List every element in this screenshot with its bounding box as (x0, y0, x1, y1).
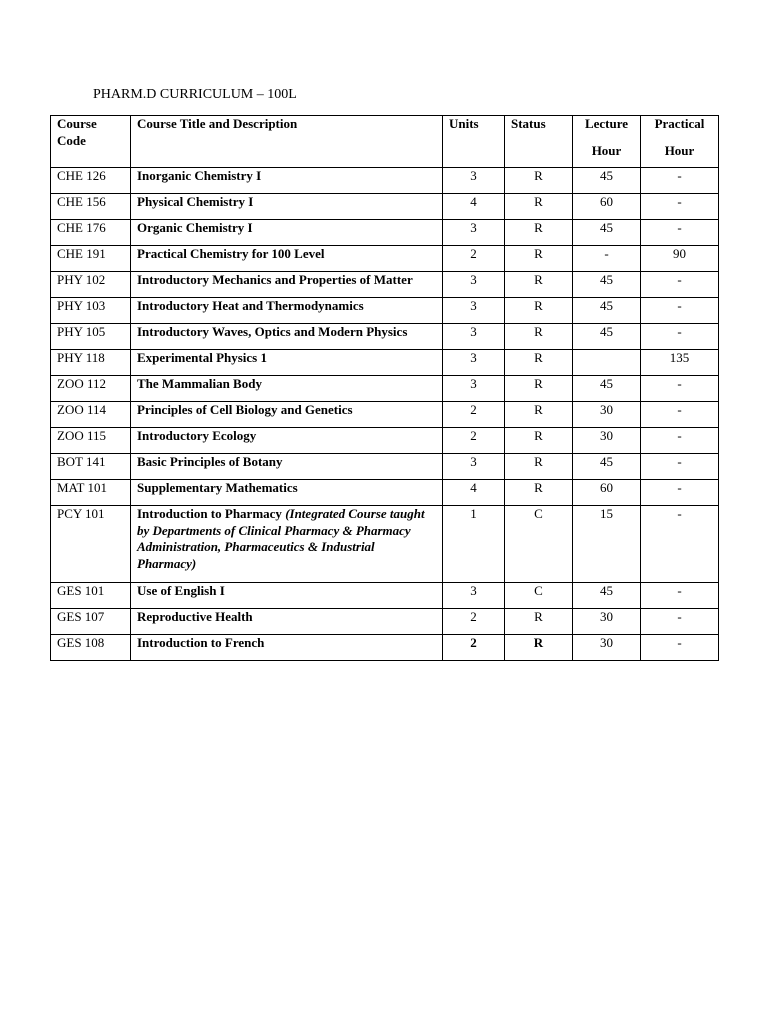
course-code-cell: BOT 141 (51, 454, 131, 480)
status-cell: R (505, 376, 573, 402)
status-cell: R (505, 402, 573, 428)
lecture-hour-cell: 45 (573, 376, 641, 402)
practical-hour-cell: - (641, 609, 719, 635)
table-row (51, 480, 719, 506)
table-header-row (51, 116, 719, 168)
units-cell: 2 (443, 609, 505, 635)
course-title-text: Experimental Physics 1 (137, 350, 267, 365)
course-title-cell (131, 272, 443, 298)
course-code-cell: GES 107 (51, 609, 131, 635)
course-code-cell: GES 101 (51, 583, 131, 609)
course-code-cell: PCY 101 (51, 506, 131, 583)
units-cell: 3 (443, 298, 505, 324)
units-cell: 2 (443, 246, 505, 272)
lecture-hour-cell: 30 (573, 609, 641, 635)
status-cell: R (505, 454, 573, 480)
course-title-cell (131, 194, 443, 220)
status-cell: R (505, 298, 573, 324)
lecture-hour-cell: 45 (573, 324, 641, 350)
lecture-hour-cell: 30 (573, 428, 641, 454)
table-row (51, 454, 719, 480)
course-code-cell: GES 108 (51, 635, 131, 661)
units-cell: 3 (443, 324, 505, 350)
lecture-hour-cell: 45 (573, 220, 641, 246)
header-practical-hour (641, 116, 719, 168)
course-code-cell: CHE 126 (51, 168, 131, 194)
course-title-cell (131, 428, 443, 454)
units-cell: 2 (443, 402, 505, 428)
header-lecture-hour (573, 116, 641, 168)
table-row (51, 194, 719, 220)
practical-hour-cell: - (641, 376, 719, 402)
course-title-cell (131, 298, 443, 324)
lecture-hour-cell: - (573, 246, 641, 272)
status-cell: C (505, 583, 573, 609)
practical-hour-cell: - (641, 168, 719, 194)
practical-hour-cell: - (641, 635, 719, 661)
lecture-hour-cell: 60 (573, 194, 641, 220)
table-row (51, 506, 719, 583)
course-code-cell: ZOO 114 (51, 402, 131, 428)
units-cell: 4 (443, 194, 505, 220)
status-cell: R (505, 350, 573, 376)
course-title-text: Introductory Waves, Optics and Modern Physics (137, 324, 408, 339)
status-cell: R (505, 428, 573, 454)
course-title-text: Principles of Cell Biology and Genetics (137, 402, 353, 417)
units-cell: 2 (443, 635, 505, 661)
practical-hour-cell: 90 (641, 246, 719, 272)
practical-hour-cell: - (641, 220, 719, 246)
lecture-hour-cell: 45 (573, 168, 641, 194)
course-title-text: Introductory Mechanics and Properties of Matter (137, 272, 413, 287)
course-title-text: Organic Chemistry I (137, 220, 253, 235)
course-title-cell (131, 324, 443, 350)
lecture-hour-cell: 45 (573, 583, 641, 609)
table-row (51, 350, 719, 376)
header-lecture-line1: Lecture (584, 116, 629, 131)
course-title-text: Reproductive Health (137, 609, 253, 624)
units-cell: 3 (443, 583, 505, 609)
course-title-text: Inorganic Chemistry I (137, 168, 262, 183)
table-row (51, 428, 719, 454)
units-cell: 3 (443, 220, 505, 246)
practical-hour-cell: - (641, 402, 719, 428)
course-title-cell (131, 609, 443, 635)
practical-hour-cell: - (641, 506, 719, 583)
page-title: PHARM.D CURRICULUM – 100L (93, 87, 297, 102)
course-title-cell (131, 350, 443, 376)
course-title-cell (131, 246, 443, 272)
table-row (51, 376, 719, 402)
header-units: Units (443, 116, 505, 168)
lecture-hour-cell: 45 (573, 454, 641, 480)
practical-hour-cell: - (641, 428, 719, 454)
status-cell: R (505, 609, 573, 635)
practical-hour-cell: - (641, 324, 719, 350)
course-code-cell: PHY 105 (51, 324, 131, 350)
header-code-line2: Code (57, 132, 86, 148)
table-row (51, 635, 719, 661)
practical-hour-cell: - (641, 272, 719, 298)
status-cell: R (505, 246, 573, 272)
lecture-hour-cell: 30 (573, 402, 641, 428)
course-title-text: Supplementary Mathematics (137, 480, 298, 495)
units-cell: 3 (443, 350, 505, 376)
course-code-cell: ZOO 115 (51, 428, 131, 454)
table-row (51, 583, 719, 609)
course-title-text: Introductory Heat and Thermodynamics (137, 298, 364, 313)
lecture-hour-cell: 15 (573, 506, 641, 583)
table-row (51, 220, 719, 246)
course-code-cell: PHY 103 (51, 298, 131, 324)
status-cell: R (505, 168, 573, 194)
status-cell: R (505, 194, 573, 220)
course-description-text: (Integrated Course taught by Departments of Clinical Pharmacy & Pharmacy Administration, Pharmaceutics & Industrial Pharmacy) (137, 506, 425, 571)
course-code-cell: PHY 118 (51, 350, 131, 376)
lecture-hour-cell: 60 (573, 480, 641, 506)
header-lecture-line2: Hour (591, 142, 622, 158)
course-code-cell: CHE 176 (51, 220, 131, 246)
table-row (51, 246, 719, 272)
course-title-text: Basic Principles of Botany (137, 454, 283, 469)
course-title-cell (131, 583, 443, 609)
table-row (51, 609, 719, 635)
practical-hour-cell: - (641, 454, 719, 480)
course-code-cell: PHY 102 (51, 272, 131, 298)
course-title-text: Introductory Ecology (137, 428, 257, 443)
course-title-text: The Mammalian Body (137, 376, 262, 391)
header-course-title: Course Title and Description (131, 116, 443, 168)
table-body (51, 168, 719, 661)
table-row (51, 402, 719, 428)
course-title-text: Physical Chemistry I (137, 194, 254, 209)
course-title-cell (131, 402, 443, 428)
course-title-text: Use of English I (137, 583, 225, 598)
header-status: Status (505, 116, 573, 168)
course-title-text: Introduction to French (137, 635, 265, 650)
curriculum-table (50, 115, 719, 661)
table-row (51, 272, 719, 298)
course-code-cell: CHE 156 (51, 194, 131, 220)
lecture-hour-cell: 45 (573, 298, 641, 324)
units-cell: 1 (443, 506, 505, 583)
units-cell: 4 (443, 480, 505, 506)
course-title-cell (131, 220, 443, 246)
course-title-cell (131, 376, 443, 402)
course-title-cell (131, 635, 443, 661)
course-title-cell (131, 168, 443, 194)
lecture-hour-cell: 45 (573, 272, 641, 298)
status-cell: C (505, 506, 573, 583)
header-practical-line2: Hour (664, 142, 695, 158)
course-title-cell (131, 506, 443, 583)
course-title-text: Introduction to Pharmacy (137, 506, 282, 521)
table-row (51, 324, 719, 350)
status-cell: R (505, 324, 573, 350)
practical-hour-cell: - (641, 194, 719, 220)
practical-hour-cell: - (641, 298, 719, 324)
lecture-hour-cell: 30 (573, 635, 641, 661)
course-code-cell: CHE 191 (51, 246, 131, 272)
table-row (51, 168, 719, 194)
status-cell: R (505, 480, 573, 506)
header-course-code (51, 116, 131, 168)
practical-hour-cell: 135 (641, 350, 719, 376)
units-cell: 3 (443, 376, 505, 402)
course-code-cell: MAT 101 (51, 480, 131, 506)
course-title-cell (131, 480, 443, 506)
practical-hour-cell: - (641, 583, 719, 609)
course-code-cell: ZOO 112 (51, 376, 131, 402)
course-title-cell (131, 454, 443, 480)
units-cell: 3 (443, 272, 505, 298)
course-title-text: Practical Chemistry for 100 Level (137, 246, 325, 261)
lecture-hour-cell (573, 350, 641, 376)
status-cell: R (505, 272, 573, 298)
status-cell: R (505, 220, 573, 246)
table-row (51, 298, 719, 324)
status-cell: R (505, 635, 573, 661)
units-cell: 3 (443, 454, 505, 480)
units-cell: 2 (443, 428, 505, 454)
header-practical-line1: Practical (654, 116, 705, 131)
header-code-line1: Course (57, 116, 97, 131)
practical-hour-cell: - (641, 480, 719, 506)
units-cell: 3 (443, 168, 505, 194)
